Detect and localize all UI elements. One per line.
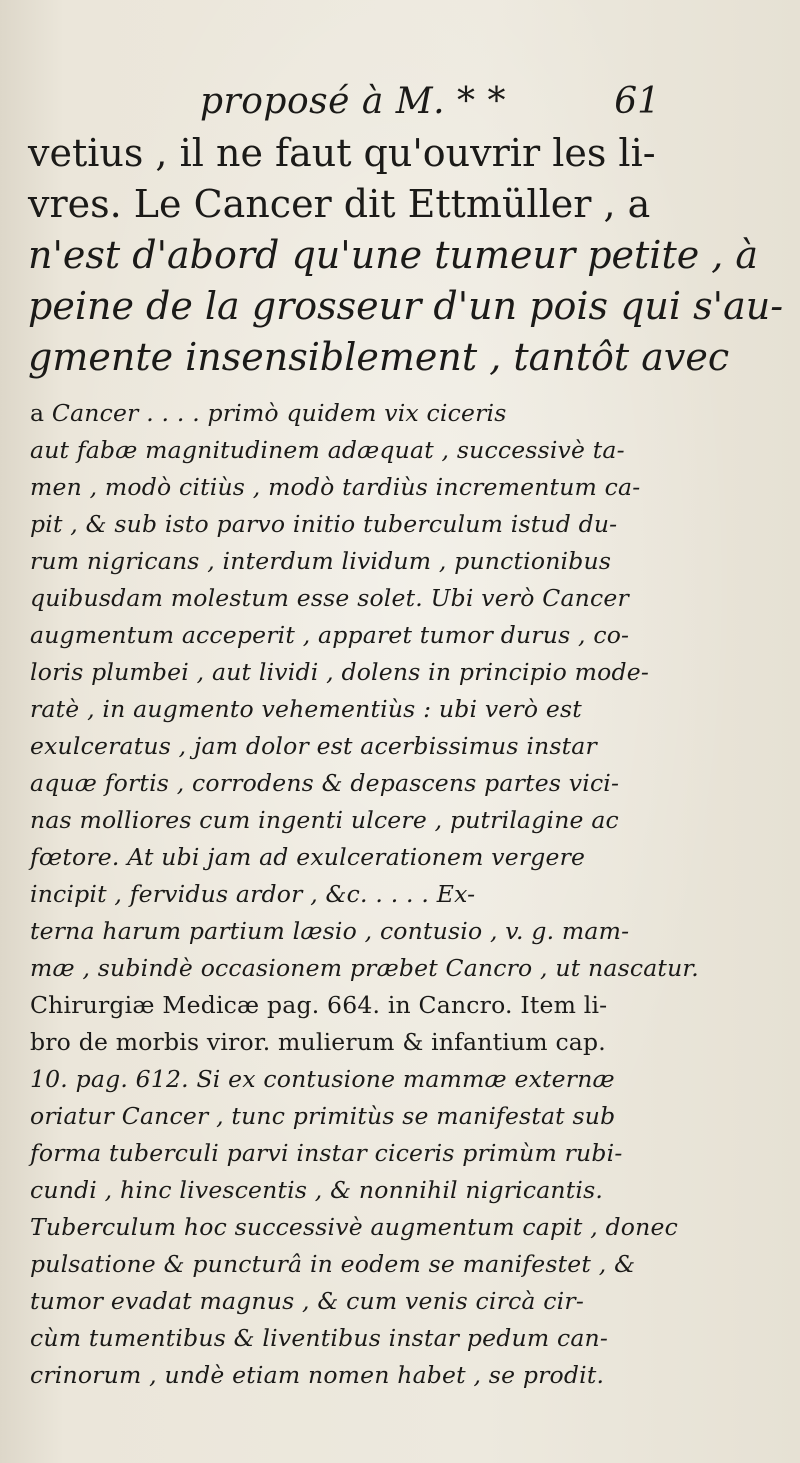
footnote-marker: a <box>30 399 45 427</box>
footnote-line: pit , & sub isto parvo initio tuberculum istud du- <box>30 510 618 538</box>
footnote-line: cundi , hinc livescentis , & nonnihil nigricantis. <box>30 1176 604 1204</box>
footnote-block <box>30 395 699 1394</box>
running-head: proposé à M. * * <box>200 81 506 122</box>
footnote-line: ratè , in augmento vehementiùs : ubi verò est <box>30 695 582 723</box>
footnote-line: terna harum partium læsio , contusio , v. g. mam- <box>30 917 630 945</box>
footnote-line: fœtore. At ubi jam ad exulcerationem vergere <box>30 843 586 871</box>
footnote-line: aquæ fortis , corrodens & depascens partes vici- <box>30 769 620 797</box>
footnote-line: mæ , subindè occasionem præbet Cancro , ut nascatur. <box>30 954 699 982</box>
footnote-line: pulsatione & puncturâ in eodem se manifestet , & <box>30 1250 636 1278</box>
footnote-line: Tuberculum hoc successivè augmentum capit , donec <box>30 1213 678 1241</box>
footnote-line: quibusdam molestum esse solet. Ubi verò Cancer <box>30 584 629 612</box>
footnote-line: incipit , fervidus ardor , &c. . . . . Ex- <box>30 880 476 908</box>
footnote-line: nas molliores cum ingenti ulcere , putrilagine ac <box>30 806 619 834</box>
footnote-line-text: Cancer . . . . primò quidem vix ciceris <box>51 399 507 427</box>
main-text-line: n'est d'abord qu'une tumeur petite , à <box>28 233 759 277</box>
footnote-line: 10. pag. 612. Si ex contusione mammæ externæ <box>30 1065 615 1093</box>
footnote-line: crinorum , undè etiam nomen habet , se prodit. <box>30 1361 605 1389</box>
footnote-line: augmentum acceperit , apparet tumor durus , co- <box>30 621 630 649</box>
footnote-line: forma tuberculi parvi instar ciceris primùm rubi- <box>30 1139 623 1167</box>
main-text-line: gmente insensiblement , tantôt avec <box>28 335 730 379</box>
footnote-line: cùm tumentibus & liventibus instar pedum can- <box>30 1324 609 1352</box>
page-header <box>200 78 660 126</box>
footnote-line: men , modò citiùs , modò tardiùs incrementum ca- <box>30 473 641 501</box>
main-text-block <box>28 128 784 383</box>
page-number: 61 <box>614 81 660 122</box>
footnote-line: oriatur Cancer , tunc primitùs se manifestat sub <box>30 1102 616 1130</box>
footnote-line-first <box>30 395 662 432</box>
footnote-line: exulceratus , jam dolor est acerbissimus instar <box>30 732 597 760</box>
footnote-line: aut fabæ magnitudinem adæquat , successivè ta- <box>30 436 625 464</box>
main-text-line: vres. Le Cancer dit Ettmüller , a <box>28 182 651 226</box>
footnote-line: Chirurgiæ Medicæ pag. 664. in Cancro. Item li- <box>30 991 608 1019</box>
main-text-line: vetius , il ne faut qu'ouvrir les li- <box>28 131 656 175</box>
main-text-line: peine de la grosseur d'un pois qui s'au- <box>28 284 784 328</box>
footnote-line: bro de morbis viror. mulierum & infantium cap. <box>30 1028 606 1056</box>
footnote-line: tumor evadat magnus , & cum venis circà cir- <box>30 1287 584 1315</box>
footnote-line: rum nigricans , interdum lividum , punctionibus <box>30 547 612 575</box>
footnote-line: loris plumbei , aut lividi , dolens in principio mode- <box>30 658 649 686</box>
